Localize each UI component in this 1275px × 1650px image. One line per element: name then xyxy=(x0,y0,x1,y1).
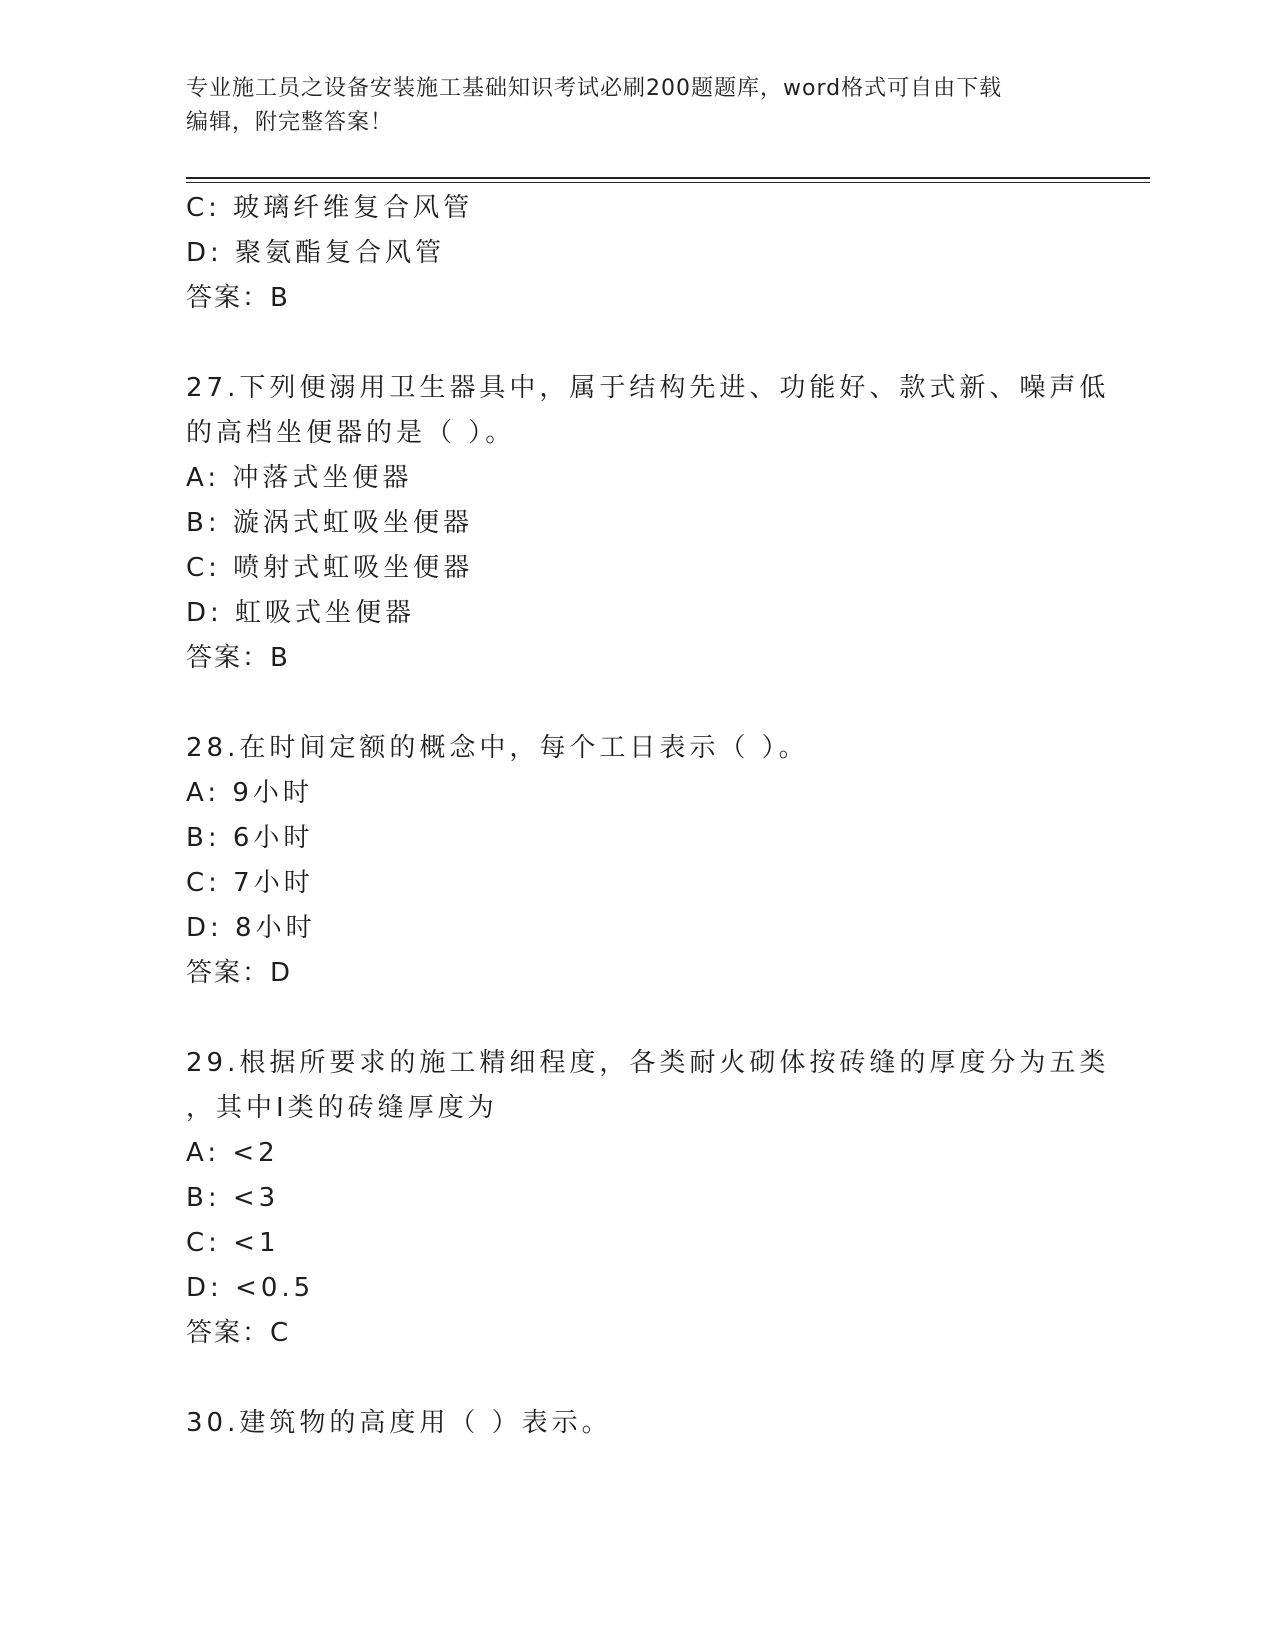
q29-option-c: C: <1 xyxy=(186,1228,280,1258)
q27-option-b: B: 漩涡式虹吸坐便器 xyxy=(186,508,473,538)
q27-option-c: C: 喷射式虹吸坐便器 xyxy=(186,553,474,583)
q27-answer: 答案：B xyxy=(186,643,290,673)
q28-option-d: D: 8小时 xyxy=(186,913,316,943)
q28-stem-line-1: 28.在时间定额的概念中，每个工日表示（ ）。 xyxy=(186,733,809,763)
q29-answer: 答案：C xyxy=(186,1318,291,1348)
q28-option-c: C: 7小时 xyxy=(186,868,314,898)
q30-stem-line-1: 30.建筑物的高度用（ ）表示。 xyxy=(186,1408,612,1438)
q29-stem-line-2: ，其中Ⅰ类的砖缝厚度为 xyxy=(186,1093,498,1123)
q27-option-d: D: 虹吸式坐便器 xyxy=(186,598,416,628)
document-header xyxy=(186,72,1066,140)
q26-answer: 答案：B xyxy=(186,283,290,313)
q27-option-a: A: 冲落式坐便器 xyxy=(186,463,413,493)
header-divider-thin xyxy=(186,182,1150,183)
q28-answer: 答案：D xyxy=(186,958,293,988)
q27-stem-line-2: 的高档坐便器的是（ ）。 xyxy=(186,418,516,448)
header-line-2: 编辑，附完整答案！ xyxy=(186,110,394,135)
header-line-1: 专业施工员之设备安装施工基础知识考试必刷200题题库，word格式可自由下载 xyxy=(186,76,1003,101)
q29-option-a: A: <2 xyxy=(186,1138,279,1168)
q26-option-c: C: 玻璃纤维复合风管 xyxy=(186,193,474,223)
header-divider-thick xyxy=(186,177,1150,179)
q26-option-d: D: 聚氨酯复合风管 xyxy=(186,238,446,268)
q28-option-a: A: 9小时 xyxy=(186,778,313,808)
q29-option-d: D: <0.5 xyxy=(186,1273,315,1303)
q28-option-b: B: 6小时 xyxy=(186,823,314,853)
q27-stem-line-1: 27.下列便溺用卫生器具中，属于结构先进、功能好、款式新、噪声低 xyxy=(186,373,1110,403)
q29-option-b: B: <3 xyxy=(186,1183,280,1213)
q29-stem-line-1: 29.根据所要求的施工精细程度，各类耐火砌体按砖缝的厚度分为五类 xyxy=(186,1048,1110,1078)
